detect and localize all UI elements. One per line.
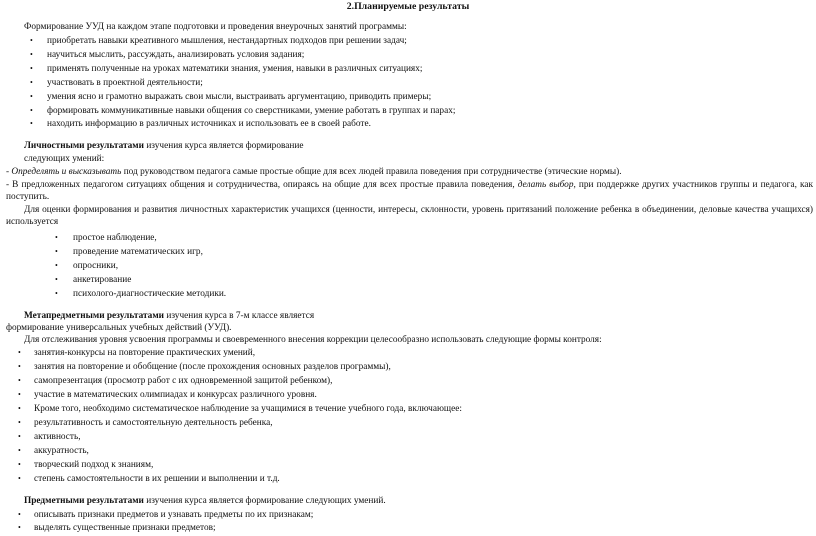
meta-heading-rest: изучения курса в 7-м классе является: [164, 311, 315, 321]
meta-item: Кроме того, необходимо систематическое наблюдение за учащимися в течение учебного года, включающее:: [34, 404, 462, 414]
meta-item: результативность и самостоятельную деятельность ребенка,: [34, 418, 273, 428]
bullet-icon: •: [18, 376, 21, 385]
personal-p1-rest: под руководством педагога самые простые общие для всех людей правила поведения при сотрудничестве (этические нормы).: [121, 167, 622, 177]
bullet-icon: •: [30, 119, 33, 128]
bullet-icon: •: [18, 510, 21, 519]
uud-item: умения ясно и грамотно выражать свои мысли, выстраивать аргументацию, приводить примеры;: [47, 92, 432, 102]
bullet-icon: •: [18, 523, 21, 532]
personal-p3-line2: используется: [6, 217, 59, 227]
personal-p2-line2: поступить.: [6, 192, 50, 202]
meta-heading-bold: Метапредметными результатами: [24, 311, 165, 321]
bullet-icon: •: [30, 92, 33, 101]
subject-heading-bold: Предметными результатами: [24, 496, 144, 506]
personal-heading: [24, 140, 303, 152]
bullet-icon: •: [30, 50, 33, 59]
bullet-icon: •: [30, 106, 33, 115]
bullet-icon: •: [18, 460, 21, 469]
uud-intro: Формирование УУД на каждом этапе подготовки и проведения внеурочных занятий программы:: [24, 22, 407, 32]
meta-item: аккуратность,: [34, 446, 89, 456]
bullet-icon: •: [18, 362, 21, 371]
bullet-icon: •: [30, 78, 33, 87]
personal-item: опросники,: [73, 261, 119, 271]
dash: -: [6, 167, 12, 177]
meta-item: участие в математических олимпиадах и конкурсах различного уровня.: [34, 390, 317, 400]
bullet-icon: •: [30, 64, 33, 73]
meta-item: активность,: [34, 432, 81, 442]
bullet-icon: •: [30, 36, 33, 45]
bullet-icon: •: [18, 474, 21, 483]
bullet-icon: •: [18, 432, 21, 441]
meta-item: самопрезентация (просмотр работ с их одновременной защитой ребенком),: [34, 376, 333, 386]
subject-item: выделять существенные признаки предметов;: [34, 523, 216, 533]
page-title: 2.Планируемые результаты: [346, 1, 470, 12]
personal-p3: Для оценки формирования и развития личностных характеристик учащихся (ценности, интересы, склонности, уровень притязаний положение ребенка в объединении, деловые качества учащихся): [24, 205, 813, 215]
personal-heading-bold: Личностными результатами: [24, 141, 144, 151]
personal-p2-end: , при поддержке других участников группы и педагога, как: [573, 180, 814, 190]
personal-item: психолого-диагностические методики.: [73, 289, 227, 299]
meta-item: занятия-конкурсы на повторение практических умений,: [34, 348, 256, 358]
meta-item: занятия на повторение и обобщение (после прохождения основных разделов программы),: [34, 362, 391, 372]
bullet-icon: •: [55, 275, 58, 284]
personal-p1-italic: Определять и высказывать: [11, 167, 122, 177]
subject-heading: [24, 495, 386, 507]
personal-p1: [6, 166, 622, 178]
uud-item: находить информацию в различных источниках и использовать ее в своей работе.: [47, 119, 371, 129]
personal-line2: следующих умений:: [24, 154, 105, 164]
personal-heading-rest: изучения курса является формирование: [144, 141, 304, 151]
uud-item: применять полученные на уроках математики знания, умения, навыки в различных ситуациях;: [47, 64, 423, 74]
meta-item: степень самостоятельности в их решении и выполнении и т.д.: [34, 474, 280, 484]
bullet-icon: •: [18, 418, 21, 427]
bullet-icon: •: [18, 404, 21, 413]
subject-heading-rest: изучения курса является формирование следующих умений.: [143, 496, 386, 506]
bullet-icon: •: [55, 289, 58, 298]
personal-item: простое наблюдение,: [73, 233, 157, 243]
uud-item: участвовать в проектной деятельности;: [47, 78, 203, 88]
personal-item: проведение математических игр,: [73, 247, 203, 257]
bullet-icon: •: [55, 261, 58, 270]
uud-item: приобретать навыки креативного мышления, нестандартных подходов при решении задач;: [47, 36, 407, 46]
bullet-icon: •: [18, 446, 21, 455]
uud-item: формировать коммуникативные навыки общения со сверстниками, умение работать в группах и парах;: [47, 106, 456, 116]
personal-p2-start: - В предложенных педагогом ситуациях общения и сотрудничества, опираясь на общие для всех простые правила поведения,: [6, 180, 518, 190]
personal-p2: [6, 179, 813, 191]
bullet-icon: •: [18, 348, 21, 357]
bullet-icon: •: [55, 247, 58, 256]
bullet-icon: •: [55, 233, 58, 242]
meta-line2: формирование универсальных учебных действий (УУД).: [6, 323, 232, 333]
bullet-icon: •: [18, 390, 21, 399]
uud-item: научиться мыслить, рассуждать, анализировать условия задания;: [47, 50, 305, 60]
personal-item: анкетирование: [73, 275, 132, 285]
meta-heading: [24, 310, 314, 322]
subject-item: описывать признаки предметов и узнавать предметы по их признакам;: [34, 510, 314, 520]
meta-line3: Для отслеживания уровня усвоения программы и своевременного внесения коррекции целесообразно использовать следующие формы контроля:: [24, 335, 602, 345]
personal-p2-italic: делать выбор: [517, 180, 574, 190]
meta-item: творческий подход к знаниям,: [34, 460, 154, 470]
